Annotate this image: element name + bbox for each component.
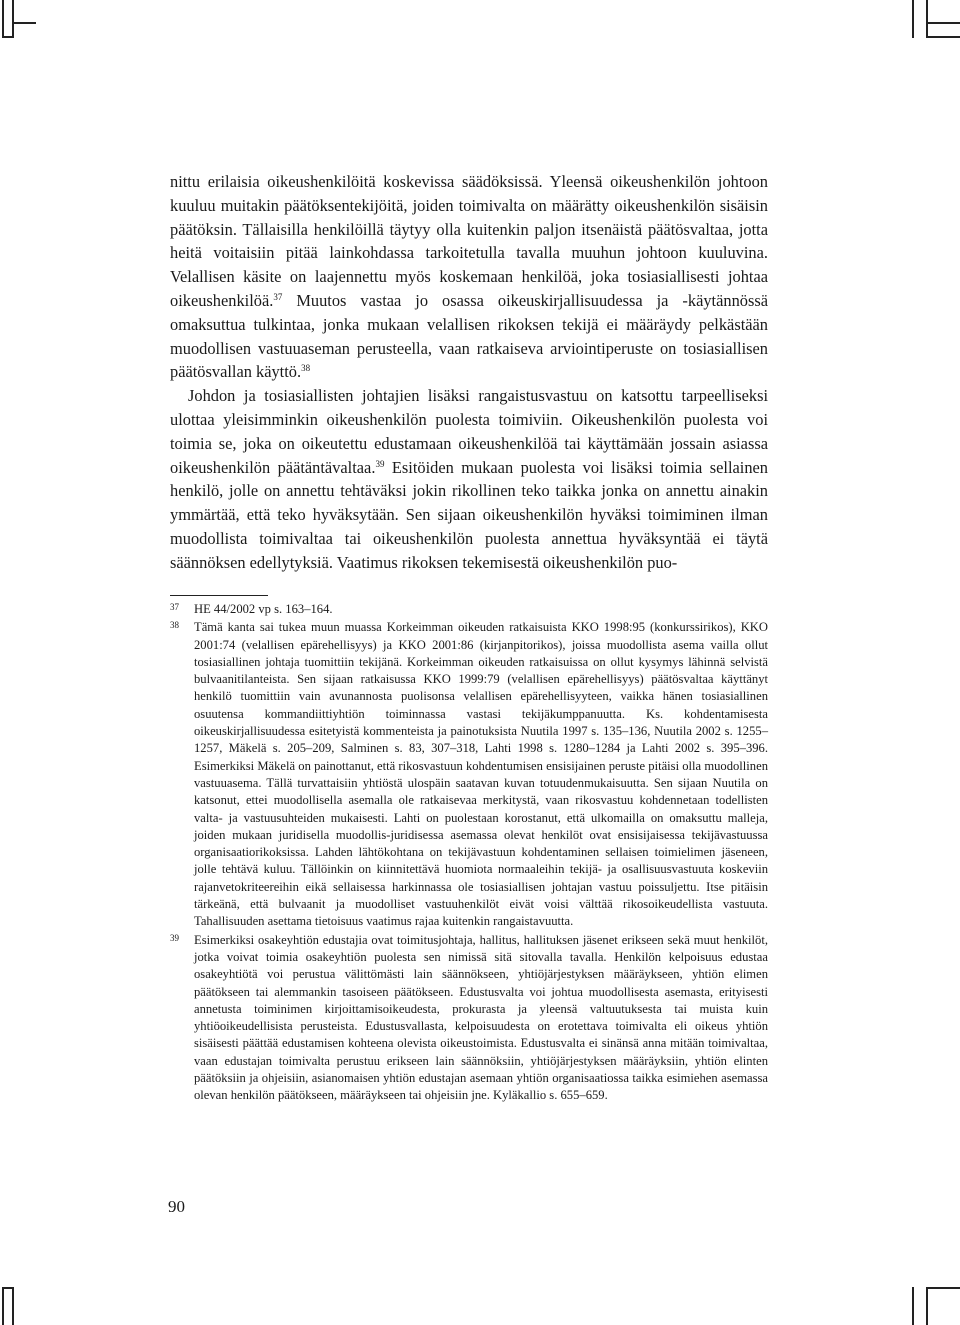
footnote-text: Tämä kanta sai tukea muun muassa Korkeimman oikeuden ratkaisuista KKO 1998:95 (konkurssirikos), KKO 2001:74 (velallisen epärehellisyys) ja KKO 2001:86 (kirjanpitorikos), joissa muodollista asema vailla ollut tosiasiallinen johtaja tuomittiin tekijänä. Korkeimman oikeuden ratkaisuissa on ollut kysymys lähinnä selvistä bulvaanitilanteista. Sen sijaan ratkaisussa KKO 1999:79 (velallisen epärehellisyys) päätösvaltaa käyttänyt henkilö tuomittiin vain avunannosta puolisonsa velallisen epärehellisyyteen, vaikka hänen tosiasiallinen osuutensa kommandiittiyhtiön toiminnassa vastasi tekijäkumppanuutta. Ks. kohdentamisesta oikeuskirjallisuudessa esitetyistä kommenteista ja painotuksista Nuutila 1997 s. 135–136, Nuutila 2002 s. 1255–1257, Mäkelä s. 205–209, Salminen s. 83, 307–318, Lahti 1998 s. 1280–1284 ja Lahti 2002 s. 395–396. Esimerkiksi Mäkelä on painottanut, että rikosvastuun kohdentumisen ensisijainen peruste pitäisi olla muodollinen vastuuasema. Tällä turvattaisiin yhtiöstä ulospäin saatavan kuvan totuudenmukaisuutta. Sen sijaan Nuutila on katsonut, ettei muodollisella asemalla ole ratkaisevaa merkitystä, vaan rikosvastuu kohdennetaan todellisten valta- ja vastuusuhteiden mukaisesti. Lahti on puolestaan korostanut, että ulkomailla on omaksuttu malleja, joiden mukaan juridisella muodollis-juridisessa asemassa olevat henkilöt ovat ensisijaisessa tekijävastuussa organisaatiorikoksissa. Lahden lähtökohtana on tekijävastuun kohdentaminen sellaisen toimielimen jäseneen, jolle tehtävä kuluu. Tällöinkin on kiinnitettävä huomiota normaaleihin tekijä- ja osallisuusvastuuta koskeviin rajanvetokriteereihin eikä sellaisessa harkinnassa ole tosiasiallisen johtajan vastuu poissuljettu. Itse pitäisin tärkeänä, että bulvaanit ja muodolliset vastuuhenkilöt eivät voisi välttää rikosoikeudellista vastuuta. Tahallisuuden asettama tietoisuus vaatimus rajaa kuitenkin rangaistavuutta. <box>194 620 768 929</box>
body-paragraph: Johdon ja tosiasiallisten johtajien lisäksi rangaistusvastuu on katsottu tarpeelliseksi ulottaa yleisimminkin oikeushenkilön puolesta toimiviin. Oikeushenkilön puolesta voi toimia se, joka on oikeutettu edustamaan oikeushenkilöä tai käyttämään jossain asiassa oikeushenkilön päätäntävaltaa.$^{39}$ Esitöiden mukaan puolesta voi lisäksi toimia sellainen henkilö, jolle on annettu tehtäväksi jokin rikollinen teko taikka jonka on annettu ainakin ymmärtää, että teko hyväksytään. Sen sijaan oikeushenkilön hyväksi toimiminen ilman muodollista toimivaltaa tai oikeushenkilön puolesta annettua hyväksyntää ei täytä säännöksen edellytyksiä. Vaatimus rikoksen tekemisestä oikeushenkilön puo- <box>170 386 768 572</box>
footnotes <box>170 601 768 1105</box>
footnote-number: 39 <box>170 932 179 943</box>
footnote-text: HE 44/2002 vp s. 163–164. <box>194 602 333 616</box>
crop-mark-bottom-right-v2 <box>926 1287 928 1325</box>
crop-mark-bottom-right-v <box>912 1287 914 1325</box>
crop-mark-top-left-v2 <box>12 0 14 38</box>
crop-mark-top-left-h <box>2 36 14 38</box>
page-number: 90 <box>168 1197 185 1216</box>
crop-mark-top-left-v <box>2 0 4 38</box>
body-paragraph: nittu erilaisia oikeushenkilöitä koskevissa säädöksissä. Yleensä oikeushenkilön johtoon kuuluu muitakin päätöksentekijöitä, joiden toimivalta on määrätty oikeushenkilön sisäisin päätöksin. Tällaisilla henkilöillä täytyy olla kuitenkin paljon itsenäistä päätösvaltaa, jotta heitä voitaisiin pitää lainkohdassa tarkoitetulla tavalla muuhun johtoon kuuluvina. Velallisen käsite on laajennettu myös koskemaan henkilöä, joka tosiasiallisesti johtaa oikeushenkilöä.$^{37}$ Muutos vastaa jo osassa oikeuskirjallisuudessa ja -käytännössä omaksuttua tulkintaa, jonka mukaan velallisen rikoksen tekijä ei määräydy pelkästään muodollisen vastuuaseman perusteella, vaan ratkaiseva arviointiperuste on tosiasiallisen päätösvallan käyttö.$^{38}$ <box>170 172 768 382</box>
footnote-ref[interactable]: 38 <box>301 363 311 374</box>
footnote-ref[interactable]: 39 <box>375 458 385 469</box>
body-text <box>170 170 768 575</box>
crop-mark-bottom-left-v2 <box>12 1287 14 1325</box>
crop-mark-top-right-v2 <box>926 0 928 38</box>
crop-mark-bottom-right-h <box>926 1287 960 1289</box>
footnote-number: 38 <box>170 620 179 631</box>
crop-mark-top-left-h2 <box>12 22 36 24</box>
crop-mark-bottom-left-h <box>2 1287 14 1289</box>
crop-mark-bottom-left-v <box>2 1287 4 1325</box>
footnote-text: Esimerkiksi osakeyhtiön edustajia ovat toimitusjohtaja, hallitus, hallituksen jäsenet erikseen sekä muut henkilöt, jotka voivat toimia osakeyhtiön puolesta sen nimissä sitä sitovalla tavalla. Henkilön kelpoisuus edustaa osakeyhtiötä voi perustua välittömästi lain säännökseen, yhtiöjärjestyksen määräykseen, yhtiön elimen päätökseen tai alemmankin tasoiseen päätökseen. Edustusvalta voi johtua muodollisesta asemasta, erityisesti annetusta toiminimen kirjoittamisoikeudesta, prokurasta ja yleensä valtuutuksesta tai muista kuin yhtiöoikeudellisista perusteista. Edustusvallasta, kelpoisuudesta on erotettava toimivalta eli oikeus yhtiön sisäisesti päättää edustamisen kohteena olevista oikeustoimista. Edustusvalta ei sinänsä anna mitään toimivaltaa, vaan edustajan toimivalta perustuu erikseen lain säännöksiin, yhtiöjärjestyksen määräyksiin, yhtiön elinten päätöksiin ja ohjeisiin, asianomaisen yhtiön edustajan asemaan yhtiön organisaatiossa taikka esimiehen asemassa olevan henkilön päätökseen, määräykseen tai ohjeisiin jne. Kyläkallio s. 655–659. <box>194 932 768 1103</box>
footnote <box>170 932 768 1105</box>
footnote <box>170 619 768 930</box>
footnote-ref[interactable]: 37 <box>273 291 283 302</box>
footnote <box>170 601 768 618</box>
footnote-separator <box>170 595 268 596</box>
footnote-number: 37 <box>170 602 179 612</box>
crop-mark-top-right-h <box>926 36 960 38</box>
crop-mark-top-right-h2 <box>926 22 960 24</box>
crop-mark-top-right-v <box>912 0 914 38</box>
